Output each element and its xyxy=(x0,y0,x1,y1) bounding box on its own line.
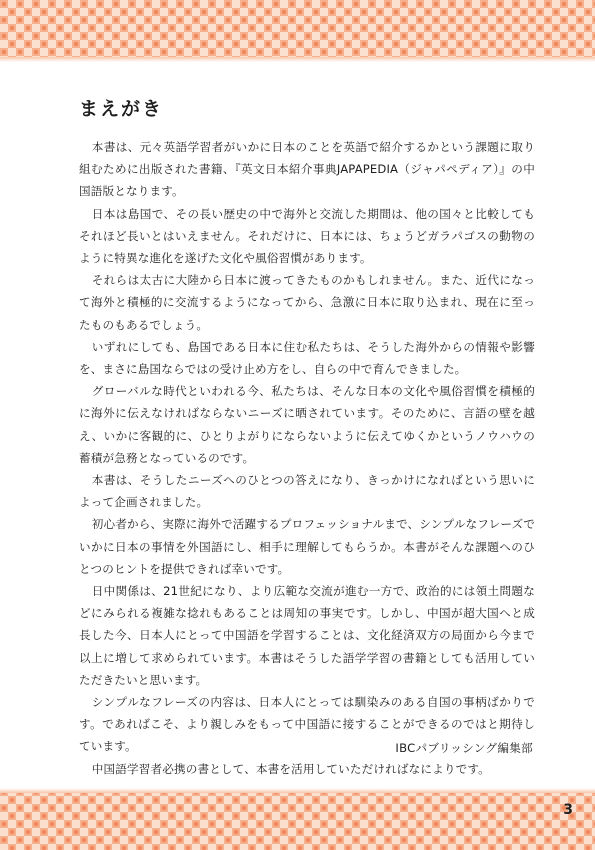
paragraph-9: シンプルなフレーズの内容は、日本人にとっては馴染みのある自国の事柄ばかりです。であればこそ、より親しみをもって中国語に接することができるのではと期待しています。 xyxy=(79,695,535,754)
paragraph-4: いずれにしても、島国である日本に住む私たちは、そうした海外からの情報や影響を、まさに島国ならではの受け止め方をし、自らの中で育んできました。 xyxy=(79,339,535,377)
publisher-signature: IBCパブリッシング編集部 xyxy=(395,741,533,755)
paragraph-3: それらは太古に大陸から日本に渡ってきたものかもしれません。また、近代になって海外と積極的に交流するようになってから、急激に日本に取り込まれ、現在に至ったものもあるでしょう。 xyxy=(79,273,535,332)
preface-body xyxy=(79,136,535,780)
paragraph-10: 中国語学習者必携の書として、本書を活用していただければなによりです。 xyxy=(91,761,490,776)
page-number: 3 xyxy=(563,802,573,818)
paragraph-5: グローバルな時代といわれる今、私たちは、そんな日本の文化や風俗習慣を積極的に海外に伝えなければならないニーズに晒されています。そのために、言語の壁を越え、いかに客観的に、ひとりよがりにならないように伝えてゆくかというノウハウの蓄積が急務となっているのです。 xyxy=(79,384,535,465)
paragraph-1: 本書は、元々英語学習者がいかに日本のことを英語で紹介するかという課題に取り組むために出版された書籍、『英文日本紹介事典JAPAPEDIA（ジャパペディア）』の中国語版となります。 xyxy=(79,140,535,199)
paragraph-6: 本書は、そうしたニーズへのひとつの答えになり、きっかけになればという思いによって企画されました。 xyxy=(79,473,535,510)
top-decorative-band xyxy=(0,0,595,62)
page-title: まえがき xyxy=(79,98,164,120)
bottom-decorative-band xyxy=(0,788,595,850)
paragraph-7: 初心者から、実際に海外で活躍するプロフェッショナルまで、シンプルなフレーズでいかに日本の事情を外国語にし、相手に理解してもらうか。本書がそんな課題へのひとつのヒントを提供できれば幸いです。 xyxy=(79,517,535,576)
paragraph-8: 日中関係は、21世紀になり、より広範な交流が進む一方で、政治的には領土問題などにみられる複雑な捻れもあることは周知の事実です。しかし、中国が超大国へと成長した今、日本人にとって中国語を学習することは、文化経済双方の局面から今まで以上に増して求められています。本書はそうした語学学習の書籍としても活用していただきたいと思います。 xyxy=(79,584,535,687)
paragraph-2: 日本は島国で、その長い歴史の中で海外と交流した期間は、他の国々と比較してもそれほど長いとはいえません。それだけに、日本には、ちょうどガラパゴスの動物のように特異な進化を遂げた文化や風俗習慣があります。 xyxy=(79,206,535,266)
